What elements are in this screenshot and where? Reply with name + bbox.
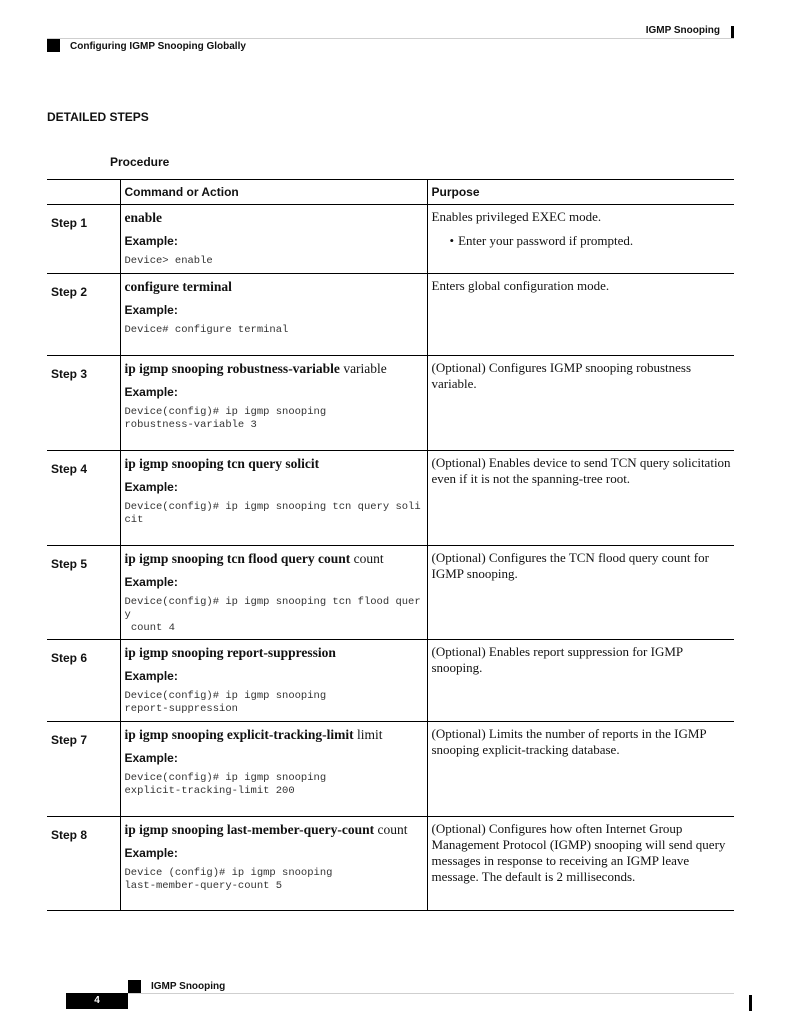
table-row [47,546,734,640]
example-label: Example: [124,575,178,589]
command-line [125,455,427,472]
command-name: ip igmp snooping tcn query solicit [124,456,320,471]
purpose-cell [427,451,734,546]
bullet-text: Enter your password if prompted. [458,233,634,248]
purpose-cell [427,817,734,911]
command-cell [120,205,427,274]
table-row [47,274,734,356]
table-row [47,817,734,911]
example-code: Device(config)# ip igmp snooping robustness-variable 3 [124,406,327,431]
step-number: Step 5 [47,546,120,640]
command-line [125,726,427,743]
command-name: configure terminal [124,279,232,294]
purpose-cell [427,205,734,274]
example-code: Device(config)# ip igmp snooping explicit-tracking-limit 200 [124,772,327,797]
example-label: Example: [124,303,178,317]
purpose-cell [427,722,734,817]
command-argument: count [377,822,408,837]
procedure-label: Procedure [110,155,170,169]
command-line [125,550,427,567]
command-cell [120,274,427,356]
command-line [125,209,427,226]
footer-marker-square [128,980,141,993]
step-number: Step 1 [47,205,120,274]
bullet-icon: • [449,233,455,248]
command-line [125,278,427,295]
table-row [47,451,734,546]
purpose-cell [427,640,734,722]
step-number: Step 7 [47,722,120,817]
command-name: ip igmp snooping last-member-query-count [124,822,375,837]
purpose-text: (Optional) Enables device to send TCN query solicitation even if it is not the spanning-tree root. [431,455,731,486]
example-code: Device> enable [124,255,213,267]
example-code: Device (config)# ip igmp snooping last-member-query-count 5 [124,867,333,892]
command-cell [120,640,427,722]
step-number: Step 4 [47,451,120,546]
purpose-text: (Optional) Enables report suppression for IGMP snooping. [431,644,683,675]
example-code: Device(config)# ip igmp snooping report-suppression [124,690,327,715]
command-name: ip igmp snooping tcn flood query count [124,551,351,566]
purpose-text: Enters global configuration mode. [431,278,610,293]
step-column-header [47,180,120,205]
step-number: Step 3 [47,356,120,451]
running-header-chapter: IGMP Snooping [645,25,720,36]
command-cell [120,451,427,546]
command-line [125,360,427,377]
purpose-cell [427,356,734,451]
step-number: Step 8 [47,817,120,911]
table-row [47,640,734,722]
example-code: Device(config)# ip igmp snooping tcn query solicit [124,501,421,526]
step-number: Step 2 [47,274,120,356]
command-cell [120,546,427,640]
example-label: Example: [124,480,178,494]
purpose-cell [427,546,734,640]
command-cell [120,722,427,817]
command-name: ip igmp snooping robustness-variable [124,361,340,376]
example-label: Example: [124,669,178,683]
purpose-text: (Optional) Configures IGMP snooping robustness variable. [431,360,692,391]
example-label: Example: [124,751,178,765]
purpose-text: (Optional) Configures the TCN flood query count for IGMP snooping. [431,550,709,581]
header-marker-square [47,39,60,52]
purpose-cell [427,274,734,356]
command-argument: variable [343,361,387,376]
example-code: Device(config)# ip igmp snooping tcn flood query count 4 [124,596,421,634]
table-row [47,722,734,817]
command-cell [120,817,427,911]
footer-title: IGMP Snooping [151,981,226,992]
command-argument: limit [357,727,383,742]
example-label: Example: [124,385,178,399]
header-rule [47,38,734,39]
running-header-section: Configuring IGMP Snooping Globally [70,41,246,52]
command-cell [120,356,427,451]
section-heading: DETAILED STEPS [47,110,149,124]
command-name: ip igmp snooping report-suppression [124,645,336,660]
command-line [125,644,427,661]
purpose-text: (Optional) Limits the number of reports in the IGMP snooping explicit-tracking database. [431,726,707,757]
example-label: Example: [124,234,178,248]
example-label: Example: [124,846,178,860]
purpose-text: Enables privileged EXEC mode. [431,209,602,224]
footer-marker-bar [749,995,752,1011]
purpose-bullet-item [432,233,735,249]
footer-rule [66,993,734,994]
command-argument: count [353,551,384,566]
command-column-header: Command or Action [120,180,427,205]
page-number: 4 [66,993,128,1009]
step-number: Step 6 [47,640,120,722]
purpose-column-header: Purpose [427,180,734,205]
table-header-row [47,180,734,205]
command-name: enable [124,210,163,225]
table-row [47,356,734,451]
table-row [47,205,734,274]
procedure-table [47,179,734,911]
command-name: ip igmp snooping explicit-tracking-limit [124,727,354,742]
example-code: Device# configure terminal [124,324,289,336]
purpose-text: (Optional) Configures how often Internet Group Management Protocol (IGMP) snooping will send query messages in response to receiving an IGMP leave message. The default is 2 milliseconds. [431,821,726,884]
command-line [125,821,427,838]
